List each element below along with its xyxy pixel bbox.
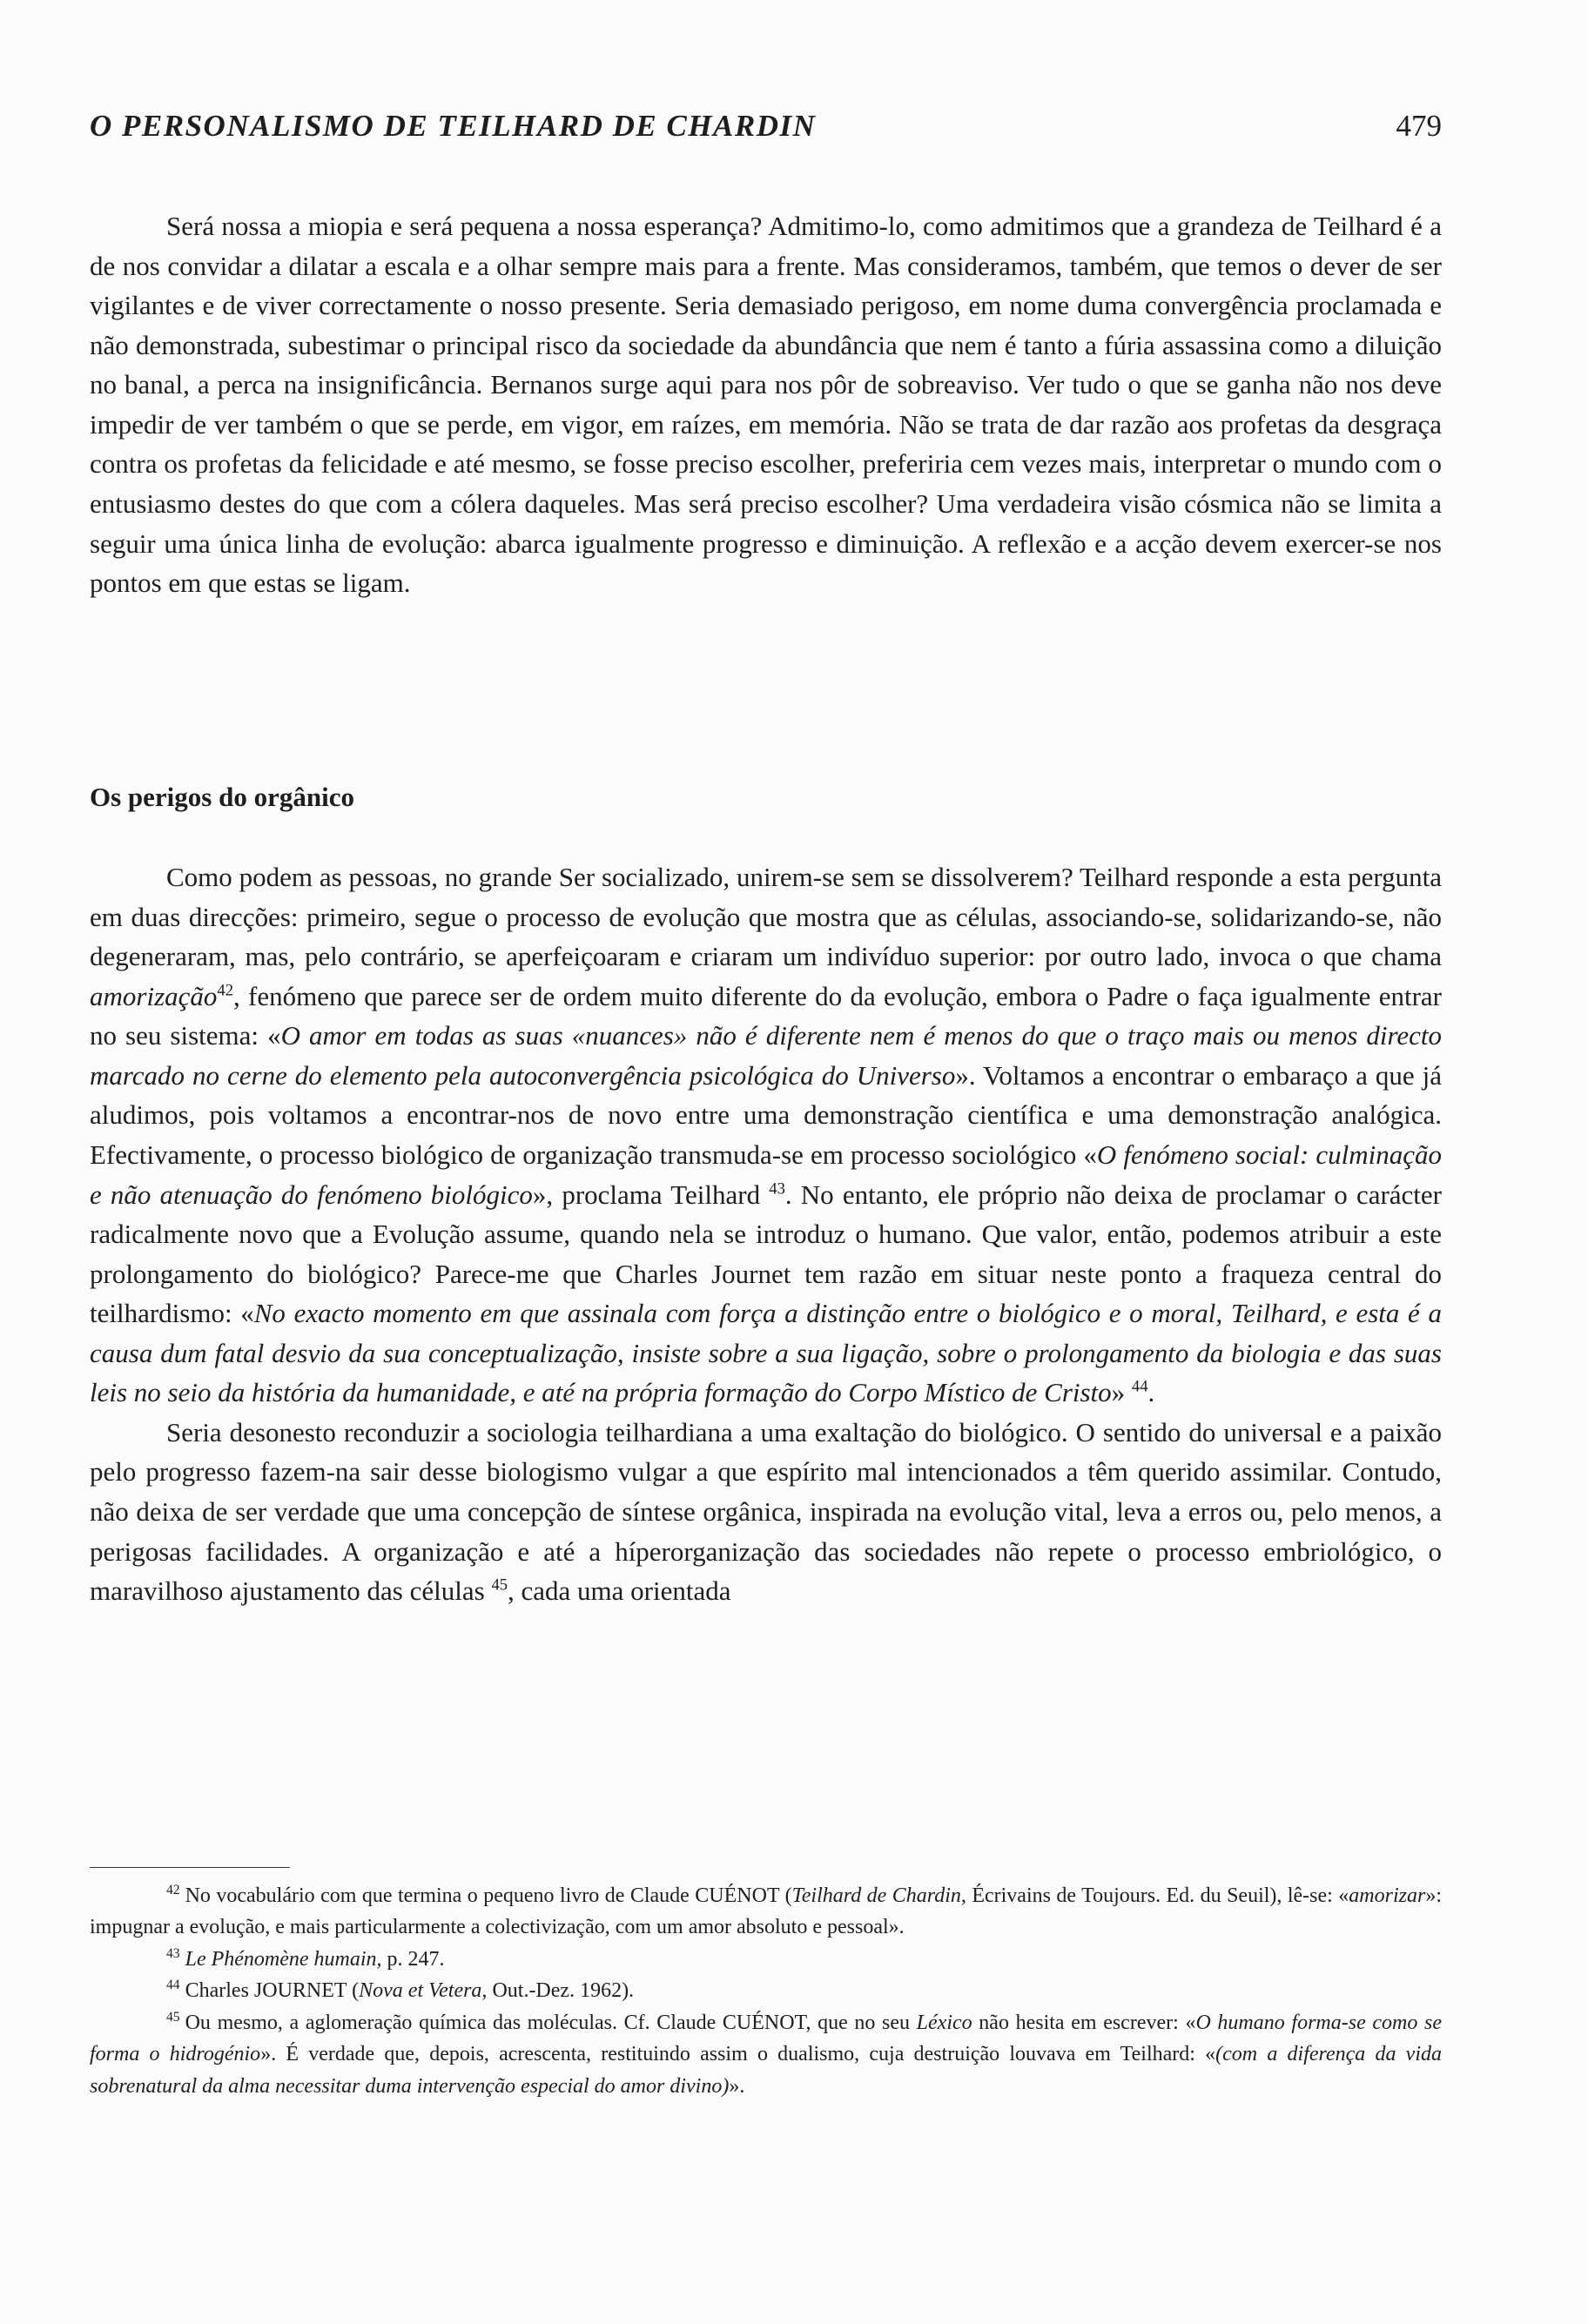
text-run: . No entanto, ele próprio não deixa de proclamar o carácter radicalmente novo que a Evolução assume, quando nela se introduz o humano. Que valor, então, podemos atribuir a este prolongamento do biológico? Parece-me que Charles Journet tem razão em situar neste ponto a fraqueza central do teilhardismo: « [90,1179,1442,1329]
page-number: 479 [1396,109,1442,143]
section-heading: Os perigos do orgânico [90,782,354,812]
text-run: , cada uma orientada [508,1575,731,1607]
footnote-ref-42: 42 [217,981,233,1000]
italic-title: Nova et Vetera, [359,1979,488,2003]
quotation: (com a diferença da vida sobrenatural da alma necessitar duma intervenção especial do amor divino) [90,2043,1442,2098]
intro-section [90,206,1442,603]
paragraph-2 [90,1413,1442,1611]
text-run: » [1111,1377,1132,1408]
text-run: Seria desonesto reconduzir a sociologia teilhardiana a uma exaltação do biológico. O sentido do universal e a paixão pelo progresso fazem-na sair desse biologismo vulgar a que espírito mal intencionados a têm querido assimilar. Contudo, não deixa de ser verdade que uma concepção de síntese orgânica, inspirada na evolução vital, leva a erros ou, pelo menos, a perigosas facilidades. A organização e até a híperorganização das sociedades não repete o processo embriológico, o maravilhoso ajustamento das células [90,1416,1442,1607]
text-run: Ou mesmo, a aglomeração química das moléculas. Cf. Claude CUÉNOT, que no seu [185,2011,917,2034]
quotation: O humano forma-se como se forma o hidrogénio [90,2011,1443,2066]
italic-term: amorização [90,980,218,1011]
footnote-ref-45: 45 [491,1575,508,1595]
footnote-number: 42 [166,1883,180,1897]
text-run: Como podem as pessoas, no grande Ser socializado, unirem-se sem se dissolverem? Teilhard responde a esta pergunta em duas direcções: primeiro, segue o processo de evolução que mostra que as células, associando-se, solidarizando-se, não degeneraram, mas, pelo contrário, se aperfeiçoaram e criaram um indivíduo superior: por outro lado, invoca o que chama [90,862,1442,972]
quotation: O fenómeno social: culminação e não atenuação do fenómeno biológico [90,1138,1442,1210]
footnote-number: 45 [166,2009,180,2025]
text-run: , fenómeno que parece ser de ordem muito diferente do da evolução, embora o Padre o faça igualmente entrar no seu sistema: « [90,980,1442,1051]
text-run: No vocabulário com que termina o pequeno livro de Claude CUÉNOT ( [185,1884,792,1907]
footnote-number: 44 [166,1978,180,1993]
text-run: ». É verdade que, depois, acrescenta, restituindo assim o dualismo, cuja destruição louvava em Teilhard: « [260,2043,1216,2066]
section-body [90,857,1442,1611]
footnote-43 [90,1944,1442,1975]
text-run: ». [729,2074,745,2098]
text-run: Charles JOURNET ( [185,1979,360,2003]
quotation: No exacto momento em que assinala com força a distinção entre o biológico e o moral, Teilhard, e esta é a causa dum fatal desvio da sua conceptualização, insiste sobre a sua ligação, sobre o prolongamento da biologia e das suas leis no seio da história da humanidade, e até na própria formação do Corpo Místico de Cristo [90,1298,1442,1408]
text-run: não hesita em escrever: « [972,2011,1196,2034]
footnote-42 [90,1880,1442,1944]
footnote-ref-43: 43 [769,1179,785,1199]
running-header [90,109,1442,144]
running-title: O PERSONALISMO DE TEILHARD DE CHARDIN [90,109,817,143]
paragraph-1 [90,857,1442,1413]
intro-paragraph: Será nossa a miopia e será pequena a nossa esperança? Admitimo-lo, como admitimos que a grandeza de Teilhard é a de nos convidar a dilatar a escala e a olhar sempre mais para a frente. Mas consideramos, também, que temos o dever de ser vigilantes e de viver correctamente o nosso presente. Seria demasiado perigoso, em nome duma convergência proclamada e não demonstrada, subestimar o principal risco da sociedade da abundância que nem é tanto a fúria assassina como a diluição no banal, a perca na insignificância. Bernanos surge aqui para nos pôr de sobreaviso. Ver tudo o que se ganha não nos deve impedir de ver também o que se perde, em vigor, em raízes, em memória. Não se trata de dar razão aos profetas da desgraça contra os profetas da felicidade e até mesmo, se fosse preciso escolher, preferiria cem vezes mais, interpretar o mundo com o entusiasmo destes do que com a cólera daqueles. Mas será preciso escolher? Uma verdadeira visão cósmica não se limita a seguir uma única linha de evolução: abarca igualmente progresso e diminuição. A reflexão e a acção devem exercer-se nos pontos em que estas se ligam. [90,211,1442,599]
italic-term: amorizar [1349,1884,1426,1907]
text-run: »: impugnar a evolução, e mais particularmente a colectivização, com um amor absoluto e pessoal». [90,1884,1442,1939]
footnote-divider [90,1867,290,1868]
italic-title: Léxico [916,2011,972,2034]
text-run: Out.-Dez. 1962). [487,1979,635,2003]
footnote-44 [90,1975,1442,2006]
quotation: O amor em todas as suas «nuances» não é diferente nem é menos do que o traço mais ou menos directo marcado no cerne do elemento pela autoconvergência psicológica do Universo [90,1020,1443,1091]
text-run: . [1147,1377,1155,1408]
text-run: p. 247. [381,1947,445,1971]
text-run: Écrivains de Toujours. Ed. du Seuil), lê-se: « [966,1884,1349,1907]
footnote-ref-44: 44 [1131,1377,1148,1396]
footnote-45 [90,2007,1442,2102]
italic-title: Le Phénomène humain, [185,1947,382,1971]
italic-title: Teilhard de Chardin, [791,1884,966,1907]
text-run: », proclama Teilhard [532,1179,770,1210]
text-run: ». Voltamos a encontrar o embaraço a que já aludimos, pois voltamos a encontrar-nos de novo entre uma demonstração científica e uma demonstração analógica. Efectivamente, o processo biológico de organização transmuda-se em processo sociológico « [90,1059,1443,1170]
footnote-number: 43 [166,1945,180,1961]
footnotes [90,1880,1442,2102]
